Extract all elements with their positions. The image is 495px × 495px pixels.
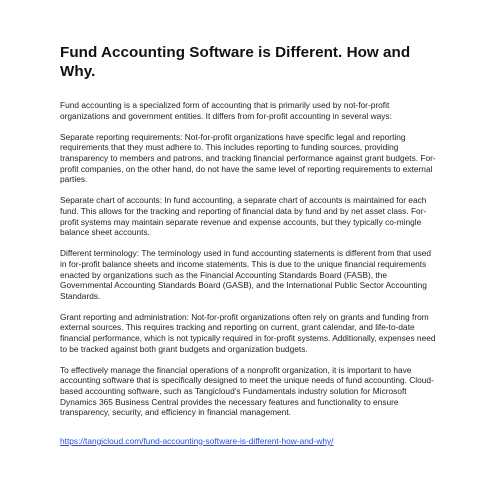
paragraph-separate-reporting: Separate reporting requirements: Not-for-profit organizations have specific legal and reporting requirements that they must adhere to. This includes reporting to funding sources, providing transparency to members and patrons, and tracking financial performance against grant budgets. For-profit companies, on the other hand, do not have the same level of reporting requirements to external parties. (60, 131, 436, 185)
source-link-container (60, 436, 439, 447)
paragraph-conclusion: To effectively manage the financial operations of a nonprofit organization, it is important to have accounting software that is specifically designed to meet the unique needs of fund accounting. Cloud-based accounting software, such as Tangicloud’s Fundamentals industry solution for Microsoft Dynamics 365 Business Central provides the necessary features and functionality to ensure transparency, security, and efficiency in financial management. (60, 364, 434, 418)
source-link[interactable]: https://tangicloud.com/fund-accounting-software-is-different-how-and-why/ (60, 435, 334, 446)
paragraph-chart-of-accounts: Separate chart of accounts: In fund accounting, a separate chart of accounts is maintained for each fund. This allows for the tracking and reporting of financial data by fund and by net asset class. For-profit systems may maintain separate revenue and expense accounts, but they typically co-mingle balance sheet accounts. (60, 195, 427, 238)
paragraph-intro: Fund accounting is a specialized form of accounting that is primarily used by not-for-profit organizations and government entities. It differs from for-profit accounting in several ways: (60, 100, 392, 121)
paragraph-terminology: Different terminology: The terminology used in fund accounting statements is different from that used in for-profit balance sheets and income statements. This is due to the unique financial requirements enacted by organizations such as the Financial Accounting Standards Board (FASB), the Governmental Accounting Standards Board (GASB), and the International Public Sector Accounting Standards. (60, 248, 432, 301)
document-title: Fund Accounting Software is Different. How and Why. (60, 44, 411, 80)
paragraph-grant-reporting: Grant reporting and administration: Not-for-profit organizations often rely on grants and funding from external sources. This requires tracking and reporting on current, grant calendar, and life-to-date financial performance, which is not typically required in for-profit systems. Additionally, expenses need to be tracked against both grant budgets and organization budgets. (60, 311, 436, 354)
